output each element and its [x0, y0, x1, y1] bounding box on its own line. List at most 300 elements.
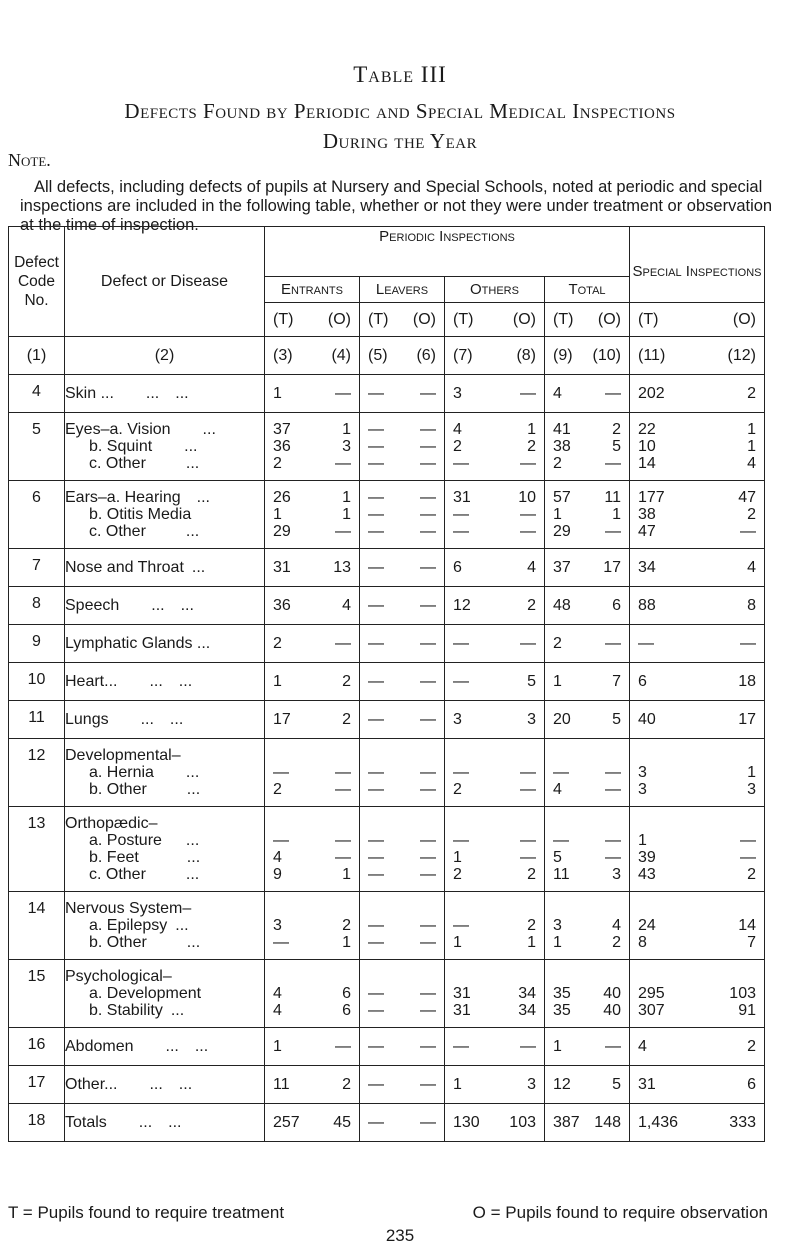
value-o: 1 [342, 506, 351, 523]
value-pair [545, 455, 629, 472]
value-o: 2 [527, 438, 536, 455]
value-cell [630, 375, 765, 413]
value-t: 31 [638, 1076, 656, 1093]
value-t: 5 [553, 849, 562, 866]
value-t: 41 [553, 421, 571, 438]
value-o: — [420, 832, 436, 849]
defect-code: 4 [9, 375, 65, 413]
value-pair [545, 764, 629, 781]
value-t: — [453, 764, 469, 781]
defect-code: 16 [9, 1028, 65, 1066]
value-o: — [740, 849, 756, 866]
value-o: — [605, 455, 621, 472]
value-o: 5 [612, 711, 621, 728]
value-t: — [368, 455, 384, 472]
value-t: — [368, 421, 384, 438]
value-o: — [605, 523, 621, 540]
value-pair [630, 1038, 764, 1055]
value-o: 1 [612, 506, 621, 523]
value-o: 148 [594, 1114, 621, 1131]
value-o: — [420, 866, 436, 883]
value-o: 6 [342, 985, 351, 1002]
table-title: Table III [353, 62, 447, 87]
value-cell [445, 587, 545, 625]
value-o [329, 900, 351, 917]
value-cell [265, 481, 360, 549]
value-o: — [420, 438, 436, 455]
col-numbers [360, 347, 444, 365]
value-t: 20 [553, 711, 571, 728]
value-cell [445, 1066, 545, 1104]
value-o: — [420, 1076, 436, 1093]
defect-name [65, 701, 265, 739]
value-pair [630, 849, 764, 866]
label-o: (O) [732, 310, 756, 328]
value-o: 2 [342, 711, 351, 728]
value-pair [445, 421, 544, 438]
value-t [638, 900, 660, 917]
defects-table [8, 226, 765, 1142]
value-t: 11 [273, 1076, 290, 1093]
value-o: 1 [747, 438, 756, 455]
value-pair [445, 1114, 544, 1131]
table-row [9, 807, 765, 892]
value-o: 2 [342, 917, 351, 934]
value-o: — [420, 917, 436, 934]
value-t [553, 815, 575, 832]
value-pair [265, 673, 359, 690]
legend-footer [8, 1203, 768, 1223]
value-o: — [335, 455, 351, 472]
header-special-inspections: Special Inspections [630, 227, 765, 303]
value-t: — [368, 506, 384, 523]
value-cell [445, 739, 545, 807]
value-t: — [368, 523, 384, 540]
value-t: 1 [453, 934, 462, 951]
value-cell [265, 960, 360, 1028]
value-t [638, 968, 660, 985]
value-t: 4 [453, 421, 462, 438]
value-o: 103 [729, 985, 756, 1002]
value-pair [265, 764, 359, 781]
value-pair [545, 849, 629, 866]
defect-label: b. Squint ... [89, 438, 198, 455]
value-cell [545, 739, 630, 807]
label-o: (O) [412, 310, 436, 328]
table-row [9, 375, 765, 413]
value-o: — [740, 523, 756, 540]
defect-code: 11 [9, 701, 65, 739]
value-t: 35 [553, 1002, 571, 1019]
value-pair [360, 385, 444, 402]
value-cell [445, 1028, 545, 1066]
value-pair [265, 1002, 359, 1019]
defect-name [65, 892, 265, 960]
value-pair [545, 711, 629, 728]
value-pair [445, 1002, 544, 1019]
value-pair [265, 597, 359, 614]
value-cell [630, 587, 765, 625]
subtitle-line-2: During the Year [322, 129, 478, 153]
value-o: 11 [604, 489, 621, 506]
defect-label: a. Epilepsy ... [89, 917, 189, 934]
value-t: 4 [273, 1002, 282, 1019]
value-cell [360, 625, 445, 663]
defect-name [65, 549, 265, 587]
value-cell [445, 481, 545, 549]
value-t: — [368, 781, 384, 798]
value-t [368, 900, 390, 917]
value-o: 2 [527, 917, 536, 934]
value-cell [265, 892, 360, 960]
value-t: 39 [638, 849, 656, 866]
header-t-o-pair [265, 303, 360, 337]
value-o: 1 [527, 934, 536, 951]
value-pair [630, 455, 764, 472]
value-t [453, 900, 475, 917]
value-o: — [420, 934, 436, 951]
value-pair [265, 1038, 359, 1055]
note-label: Note. [8, 150, 51, 170]
value-o [734, 815, 756, 832]
value-pair [360, 1038, 444, 1055]
value-o: 34 [518, 1002, 536, 1019]
value-o: 2 [527, 866, 536, 883]
value-t: — [368, 597, 384, 614]
value-cell [630, 549, 765, 587]
table-subtitle [0, 96, 800, 156]
value-pair [360, 421, 444, 438]
value-cell [265, 375, 360, 413]
value-cell [265, 701, 360, 739]
value-t: — [368, 1076, 384, 1093]
value-o [599, 900, 621, 917]
t-o-labels [545, 311, 629, 329]
value-cell [360, 663, 445, 701]
defect-label: Nervous System– [65, 900, 192, 917]
defect-label: Nose and Throat ... [65, 559, 206, 576]
value-o: — [520, 832, 536, 849]
value-o: — [605, 832, 621, 849]
value-o: 8 [747, 597, 756, 614]
value-cell [360, 1028, 445, 1066]
value-t: 1 [273, 506, 282, 523]
defect-name [65, 807, 265, 892]
value-pair [360, 764, 444, 781]
value-pair [360, 781, 444, 798]
value-o: — [420, 849, 436, 866]
value-o: — [420, 781, 436, 798]
value-o: — [605, 764, 621, 781]
value-o: 91 [738, 1002, 756, 1019]
value-o: — [520, 635, 536, 652]
value-o: — [420, 635, 436, 652]
value-pair [265, 934, 359, 951]
value-pair [630, 764, 764, 781]
value-t: — [453, 832, 469, 849]
value-o [329, 968, 351, 985]
value-pair [360, 985, 444, 1002]
defect-code: 18 [9, 1104, 65, 1142]
value-o: 6 [747, 1076, 756, 1093]
value-o: — [520, 523, 536, 540]
value-t: 1 [273, 1038, 282, 1055]
value-cell [630, 1066, 765, 1104]
col-number: (8) [516, 346, 536, 364]
value-pair [445, 1076, 544, 1093]
value-pair [545, 866, 629, 883]
value-cell [360, 549, 445, 587]
value-cell [545, 375, 630, 413]
value-pair [265, 968, 359, 985]
value-o: 7 [612, 673, 621, 690]
value-o: 1 [342, 866, 351, 883]
value-pair [265, 985, 359, 1002]
value-t [553, 900, 575, 917]
col-number: (5) [368, 346, 388, 364]
value-o: 4 [747, 559, 756, 576]
value-pair [445, 597, 544, 614]
value-cell [360, 375, 445, 413]
value-cell [630, 1028, 765, 1066]
value-pair [630, 917, 764, 934]
value-t [368, 747, 390, 764]
value-cell [545, 960, 630, 1028]
table-row [9, 625, 765, 663]
value-pair [265, 747, 359, 764]
value-pair [630, 781, 764, 798]
value-pair [445, 781, 544, 798]
value-pair [630, 866, 764, 883]
value-pair [360, 711, 444, 728]
value-t [453, 815, 475, 832]
defect-label: Skin ... ... ... [65, 385, 189, 402]
value-pair [445, 764, 544, 781]
defect-name [65, 1066, 265, 1104]
value-pair [360, 747, 444, 764]
value-t [553, 968, 575, 985]
value-t: 1 [638, 832, 647, 849]
value-o: 2 [612, 934, 621, 951]
value-pair [265, 815, 359, 832]
value-o: 4 [747, 455, 756, 472]
defect-label: Abdomen ... ... [65, 1038, 209, 1055]
note-text: All defects, including defects of pupils at Nursery and Special Schools, noted at periodic and special inspections are included in the following table, whether or not they were under treatment or observation at the time of inspection. [20, 178, 773, 234]
value-t: — [368, 866, 384, 883]
header-t-o-pair [545, 303, 630, 337]
value-t: 12 [553, 1076, 571, 1093]
table-row [9, 481, 765, 549]
value-o: 3 [527, 711, 536, 728]
value-t: — [368, 849, 384, 866]
value-pair [265, 455, 359, 472]
defect-code: 15 [9, 960, 65, 1028]
defect-label: c. Other ... [89, 523, 200, 540]
defect-code: 7 [9, 549, 65, 587]
col-numbers [445, 347, 544, 365]
value-o: 333 [729, 1114, 756, 1131]
value-pair [545, 421, 629, 438]
value-pair [360, 523, 444, 540]
value-pair [545, 917, 629, 934]
value-o: 2 [747, 866, 756, 883]
value-o [414, 815, 436, 832]
value-cell [630, 481, 765, 549]
defect-label: Speech ... ... [65, 597, 194, 614]
value-t: — [368, 559, 384, 576]
value-o: 2 [747, 385, 756, 402]
defect-label: Lungs ... ... [65, 711, 184, 728]
value-t: 2 [453, 781, 462, 798]
value-cell [545, 892, 630, 960]
value-pair [360, 559, 444, 576]
value-cell [265, 807, 360, 892]
defect-code: 5 [9, 413, 65, 481]
header-defect-code: Defect Code No. [9, 227, 65, 337]
value-pair [360, 866, 444, 883]
value-t: 40 [638, 711, 656, 728]
value-t: — [368, 832, 384, 849]
value-pair [360, 506, 444, 523]
value-cell [360, 701, 445, 739]
value-o [599, 815, 621, 832]
value-pair [360, 968, 444, 985]
value-o [414, 968, 436, 985]
defect-label: Psychological– [65, 968, 172, 985]
defect-label: Ears–a. Hearing ... [65, 489, 210, 506]
value-t: 257 [273, 1114, 300, 1131]
value-t: 1,436 [638, 1114, 679, 1131]
value-t: 29 [553, 523, 571, 540]
value-pair [545, 635, 629, 652]
value-pair [445, 455, 544, 472]
value-t: — [368, 1114, 384, 1131]
value-t [273, 900, 295, 917]
col-number: (1) [9, 337, 65, 375]
value-pair [630, 385, 764, 402]
value-pair [545, 559, 629, 576]
value-pair [630, 523, 764, 540]
value-cell [445, 892, 545, 960]
value-t: 12 [453, 597, 471, 614]
value-t: — [368, 673, 384, 690]
value-cell [545, 549, 630, 587]
value-pair [445, 673, 544, 690]
value-t: 4 [553, 385, 562, 402]
value-pair [445, 968, 544, 985]
value-pair [265, 900, 359, 917]
value-t [453, 747, 475, 764]
value-o [414, 900, 436, 917]
value-o: 6 [342, 1002, 351, 1019]
value-o [734, 747, 756, 764]
defect-label: Developmental– [65, 747, 181, 764]
value-cell [360, 413, 445, 481]
value-t: 47 [638, 523, 656, 540]
defect-code: 8 [9, 587, 65, 625]
col-numbers [265, 347, 359, 365]
col-number-pair [360, 337, 445, 375]
defect-label: a. Posture ... [89, 832, 200, 849]
value-pair [445, 917, 544, 934]
value-t: — [273, 764, 289, 781]
header-entrants: Entrants [265, 277, 360, 303]
value-pair [445, 635, 544, 652]
value-o: — [605, 849, 621, 866]
value-t: 36 [273, 438, 291, 455]
value-t: 130 [453, 1114, 480, 1131]
value-cell [265, 413, 360, 481]
value-pair [265, 866, 359, 883]
value-pair [545, 968, 629, 985]
value-cell [265, 625, 360, 663]
value-o: — [420, 711, 436, 728]
subtitle-line-1: Defects Found by Periodic and Special Medical Inspections [124, 99, 676, 123]
value-t: — [553, 764, 569, 781]
value-o: — [420, 506, 436, 523]
value-t: 1 [453, 849, 462, 866]
value-t: 177 [638, 489, 665, 506]
value-pair [630, 597, 764, 614]
value-cell [265, 587, 360, 625]
value-o: — [520, 764, 536, 781]
value-t: 36 [273, 597, 291, 614]
value-t: — [453, 455, 469, 472]
value-pair [545, 832, 629, 849]
value-pair [265, 832, 359, 849]
value-pair [545, 673, 629, 690]
value-t [273, 968, 295, 985]
value-o: — [335, 385, 351, 402]
value-o: 2 [342, 673, 351, 690]
value-cell [630, 892, 765, 960]
defect-name [65, 481, 265, 549]
value-pair [445, 506, 544, 523]
value-cell [545, 413, 630, 481]
value-o: — [420, 597, 436, 614]
value-cell [360, 1104, 445, 1142]
value-pair [445, 711, 544, 728]
col-number: (2) [65, 337, 265, 375]
defect-label: b. Other ... [89, 781, 201, 798]
value-o: 6 [612, 597, 621, 614]
value-o: — [605, 781, 621, 798]
value-o: 5 [612, 1076, 621, 1093]
value-t [553, 747, 575, 764]
value-pair [545, 747, 629, 764]
value-t: 387 [553, 1114, 580, 1131]
value-o: — [420, 523, 436, 540]
value-pair [545, 1114, 629, 1131]
header-total: Total [545, 277, 630, 303]
value-cell [445, 375, 545, 413]
value-t: — [368, 917, 384, 934]
defect-name [65, 663, 265, 701]
value-t: 6 [453, 559, 462, 576]
table-row [9, 701, 765, 739]
t-o-labels [265, 311, 359, 329]
value-pair [630, 438, 764, 455]
value-o: 103 [509, 1114, 536, 1131]
value-o: — [335, 849, 351, 866]
value-o: 2 [747, 1038, 756, 1055]
defect-name [65, 625, 265, 663]
value-o: — [520, 781, 536, 798]
value-cell [545, 807, 630, 892]
value-pair [545, 506, 629, 523]
value-o [414, 747, 436, 764]
defect-name [65, 375, 265, 413]
